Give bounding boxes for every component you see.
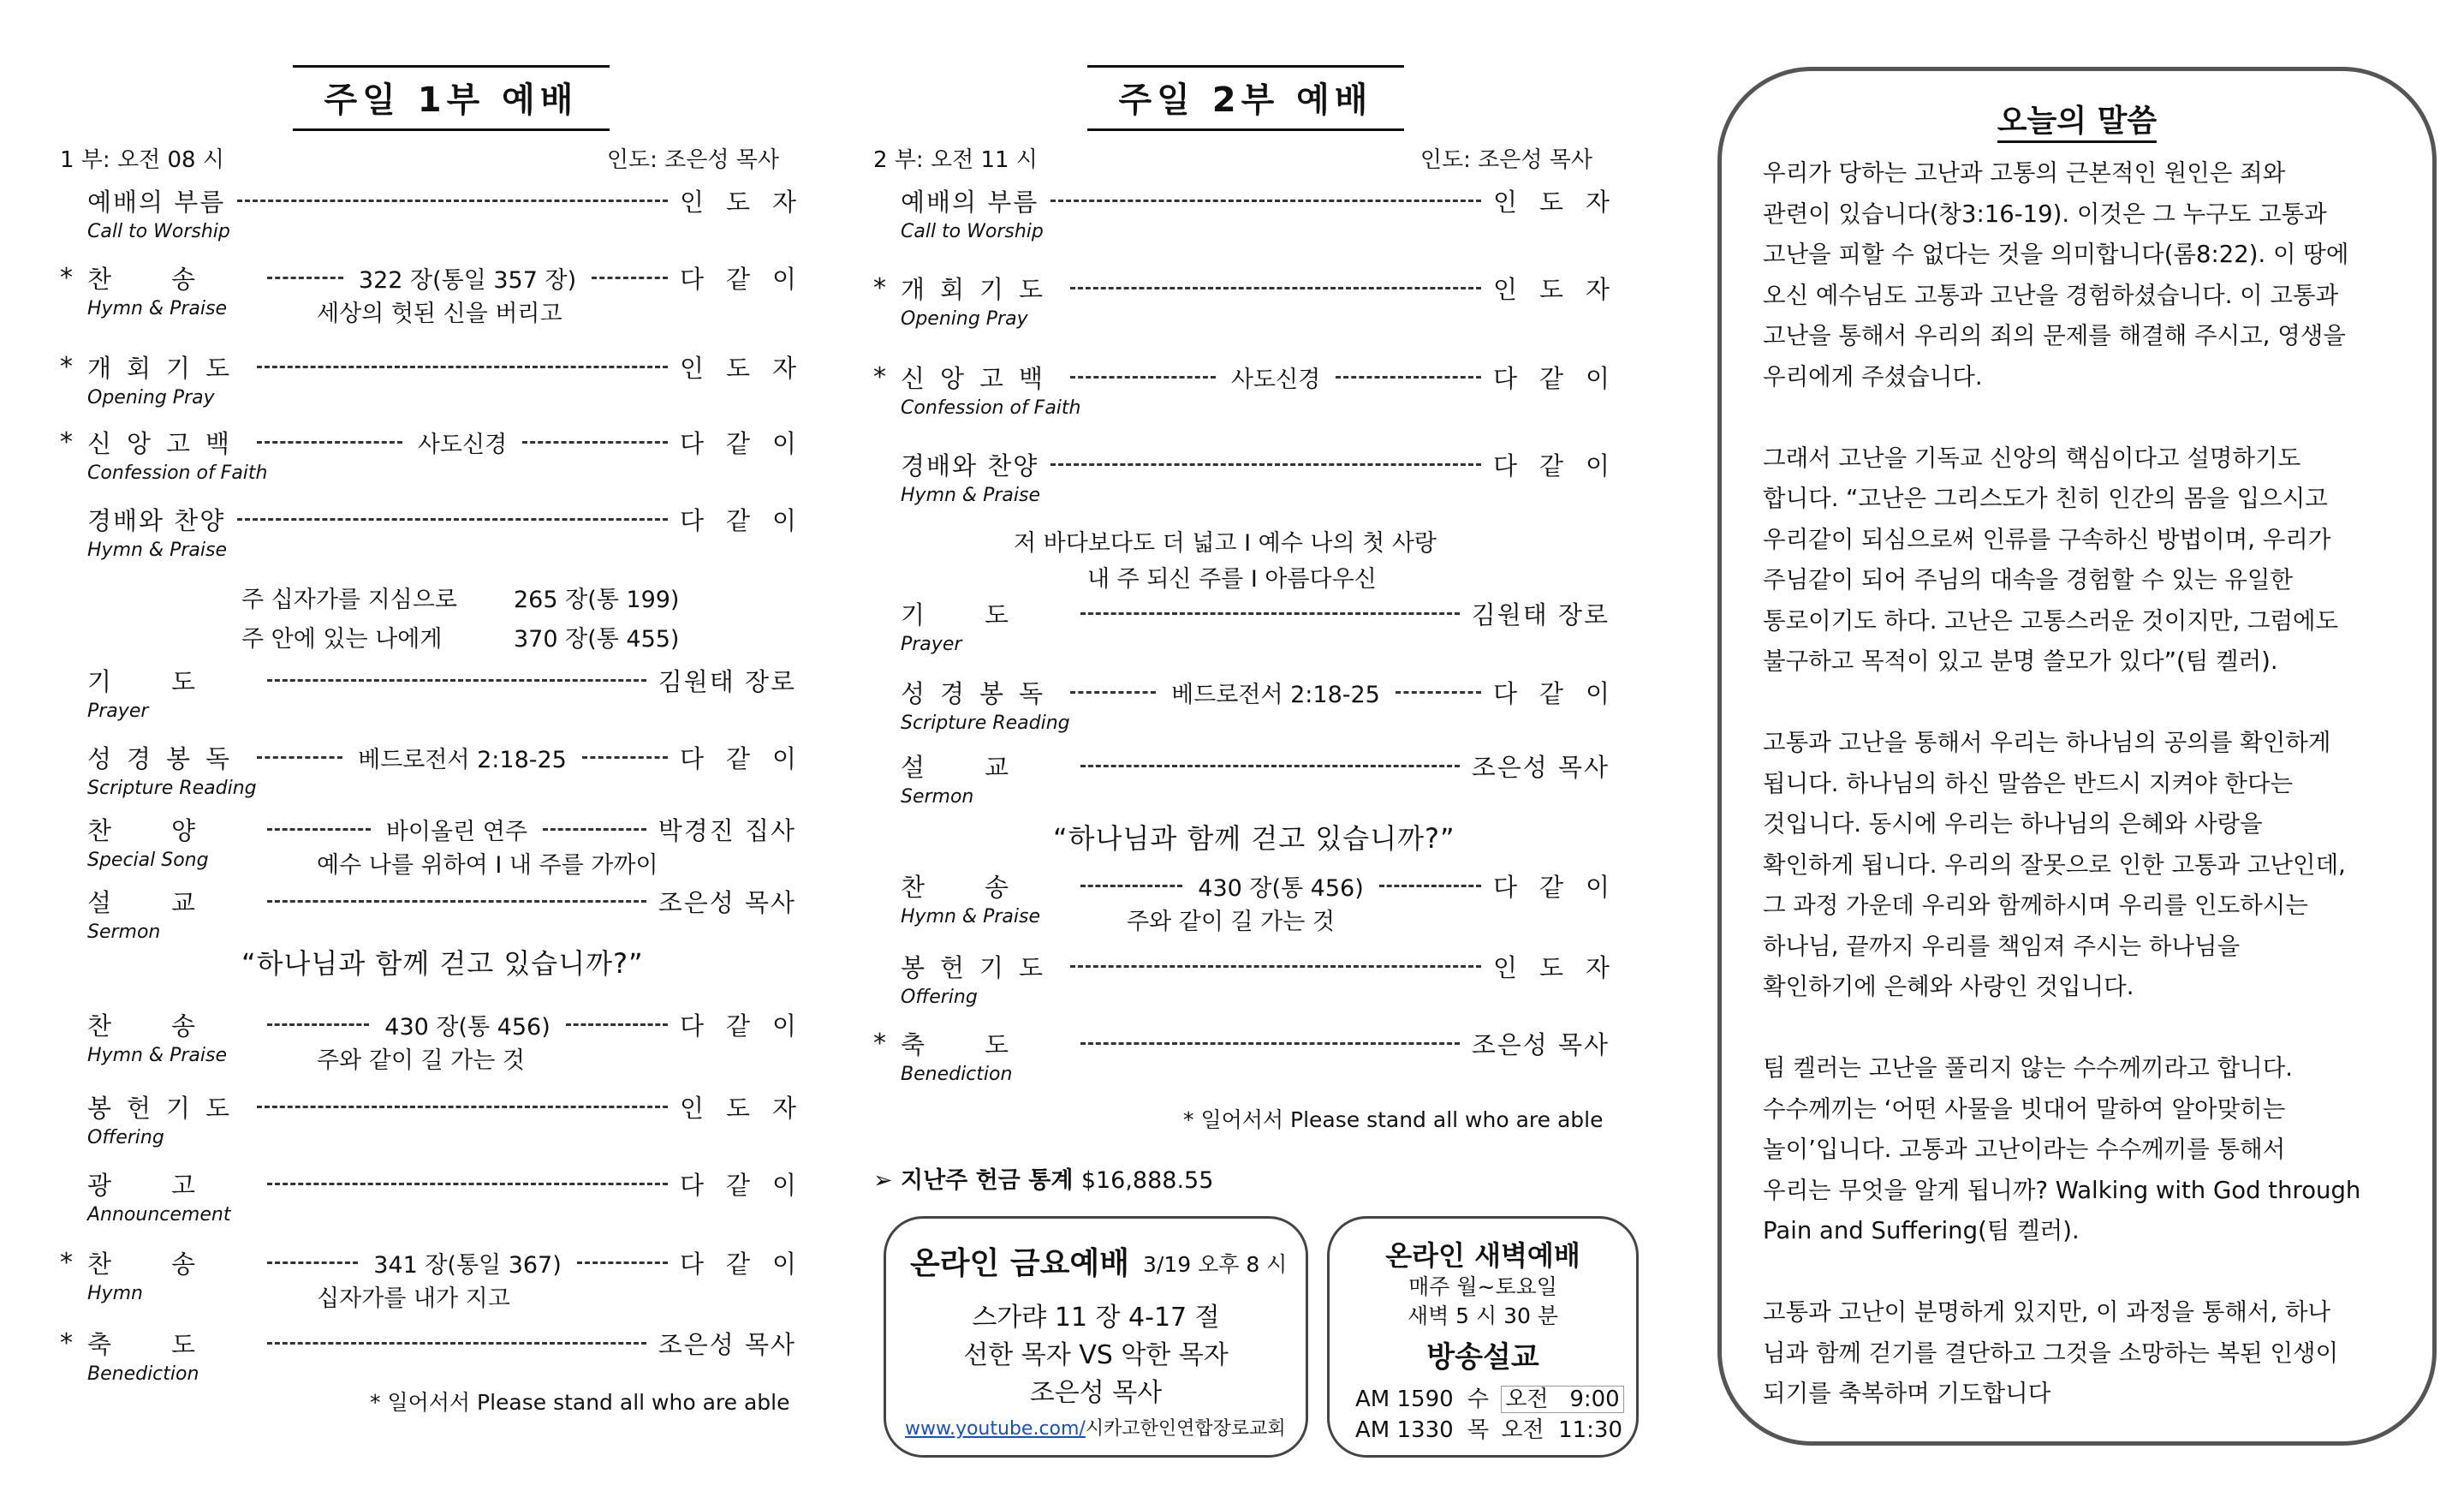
offering-stats: [873, 1161, 1213, 1195]
order-item-role: 조은성 목사: [1471, 1029, 1610, 1059]
word-paragraph: [1763, 1292, 2413, 1415]
order-item-english: Prayer: [87, 701, 149, 722]
leader-dashes: [1379, 885, 1481, 887]
standing-mark: *: [873, 1028, 886, 1059]
service1-time: 1 부: 오전 08 시: [60, 147, 224, 173]
word-line: 되기를 축복하며 기도합니다: [1763, 1380, 2051, 1407]
leader-dashes: [522, 441, 668, 444]
standing-mark: *: [60, 262, 73, 293]
order-item-role: 박경진 집사: [658, 815, 796, 845]
service2-praise-line-2: 내 주 되신 주를 I 아름다우신: [1087, 566, 1377, 593]
am1330-station: AM 1330: [1355, 1417, 1454, 1443]
leader-dashes: [267, 1342, 646, 1345]
order-item-english: Scripture Reading: [87, 778, 257, 799]
order-item-role: 다같이: [679, 428, 818, 458]
order-item-english: Benediction: [87, 1363, 199, 1385]
word-line: Pain and Suffering(팀 켈러).: [1763, 1217, 2080, 1244]
leader-dashes: [566, 1023, 668, 1026]
word-line: 하나님, 끝까지 우리를 책임져 주시는 하나님을: [1763, 932, 2241, 960]
word-line: 우리에게 주셨습니다.: [1763, 362, 1983, 391]
word-line: 불구하고 목적이 있고 분명 쓸모가 있다”(팀 켈러).: [1763, 647, 2278, 675]
dawn-title: 온라인 새벽예배: [1385, 1239, 1580, 1272]
order-item-english: Scripture Reading: [901, 713, 1070, 734]
order-item-english: Opening Pray: [87, 387, 215, 409]
order-item-detail: 베드로전서 2:18-25: [1171, 681, 1380, 708]
order-item-detail: 341 장(통일 367): [373, 1251, 562, 1279]
order-item-label: 개회기도: [901, 274, 1059, 304]
word-paragraph: [1763, 153, 2413, 397]
word-line: 님과 함께 걷기를 결단하고 그것을 소망하는 복된 인생이: [1763, 1339, 2339, 1367]
order-item-detail: 322 장(통일 357 장): [358, 266, 577, 294]
order-item-role: 조은성 목사: [658, 1329, 796, 1359]
order-item: [873, 747, 1610, 784]
order-item-english: Call to Worship: [87, 221, 230, 242]
word-paragraph: [1763, 438, 2413, 683]
word-line: 주님같이 되어 주님의 대속을 경험할 수 있는 유일한: [1763, 566, 2294, 593]
service1-title: 주일 1부 예배: [293, 65, 610, 131]
standing-mark: *: [60, 1327, 73, 1358]
order-item-english: Benediction: [901, 1064, 1013, 1085]
order-item-role: 다같이: [1492, 450, 1632, 480]
order-item-role: 인도자: [679, 1093, 818, 1123]
word-line: 팀 켈러는 고난을 풀리지 않는 수수께끼라고 합니다.: [1763, 1054, 2294, 1082]
order-item-label: 성경봉독: [901, 678, 1059, 708]
order-item-role: 다같이: [679, 1170, 818, 1200]
friday-date: 3/19 오후 8 시: [1143, 1252, 1288, 1277]
praise-song-2-number: 370 장(통 455): [514, 626, 680, 653]
order-item: [873, 182, 1632, 219]
leader-dashes: [267, 1183, 668, 1185]
word-line: 오신 예수님도 고통과 고난을 경험하셨습니다. 이 고통과: [1763, 281, 2339, 309]
service2-praise-line-1: 저 바다보다도 더 넓고 I 예수 나의 첫 사랑: [1014, 530, 1437, 557]
service2-title: 주일 2부 예배: [1087, 65, 1404, 131]
order-item-detail: 사도신경: [1230, 366, 1321, 393]
praise-song-2: 주 안에 있는 나에게: [241, 626, 443, 653]
am1330-row: [1355, 1412, 1622, 1444]
order-item-label: 신앙고백: [901, 363, 1059, 393]
leader-dashes: [257, 1106, 668, 1108]
am1330-time: 오전 11:30: [1501, 1417, 1623, 1443]
friday-sermon: 선한 목자 VS 악한 목자: [963, 1340, 1229, 1370]
order-item: [60, 1088, 818, 1125]
todays-word-title: 오늘의 말씀: [1722, 97, 2432, 140]
order-item: [60, 738, 818, 776]
order-item: [873, 269, 1632, 307]
dawn-time: 새벽 5 시 30 분: [1407, 1303, 1559, 1328]
word-line: 그래서 고난을 기독교 신앙의 핵심이다고 설명하기도: [1763, 444, 2301, 472]
order-item-english: Prayer: [901, 634, 962, 655]
order-item-label: 찬송: [87, 264, 256, 294]
order-item-english: Special Song: [87, 850, 209, 871]
word-paragraph: [1763, 1048, 2413, 1252]
word-line: 됩니다. 하나님의 하신 말씀은 반드시 지켜야 한다는: [1763, 769, 2294, 797]
leader-dashes: [1070, 287, 1481, 289]
friday-title: 온라인 금요예배: [910, 1246, 1129, 1281]
order-item-label: 봉헌기도: [87, 1093, 246, 1123]
order-item-role: 다같이: [679, 264, 819, 294]
leader-dashes: [267, 1023, 369, 1026]
standing-mark: *: [60, 351, 73, 382]
word-line: 그 과정 가운데 우리와 함께하시며 우리를 인도하시는: [1763, 892, 2308, 919]
order-item-english: Offering: [87, 1127, 164, 1148]
am1590-row: [1355, 1381, 1624, 1413]
order-item: [873, 1024, 1610, 1062]
order-item: [873, 947, 1632, 985]
leader-dashes: [267, 828, 371, 831]
order-item: [873, 673, 1632, 711]
order-item-label: 찬송: [87, 1249, 256, 1279]
order-item-label: 개회기도: [87, 353, 246, 383]
order-item-english: Offering: [901, 987, 978, 1008]
order-item-english: Hymn & Praise: [87, 540, 227, 561]
order-item-role: 다같이: [679, 743, 818, 773]
service1-leader: 인도: 조은성 목사: [606, 147, 779, 173]
order-item: [873, 594, 1610, 632]
leader-dashes: [257, 441, 402, 444]
leader-dashes: [1080, 765, 1460, 767]
standing-mark: *: [873, 272, 886, 303]
order-item-english: Hymn & Praise: [87, 1045, 227, 1066]
order-item-label: 설교: [901, 752, 1069, 782]
dawn-days: 매주 월~토요일: [1408, 1274, 1557, 1299]
word-line: 통로이기도 하다. 고난은 고통스러운 것이지만, 그럼에도: [1763, 606, 2339, 635]
order-item: [60, 661, 796, 699]
order-item-english: Hymn & Praise: [901, 485, 1040, 506]
friday-service-box: [884, 1216, 1308, 1458]
order-item-role: 다같이: [679, 505, 818, 535]
service2-sermon-title: “하나님과 함께 걷고 있습니까?”: [1053, 822, 1455, 855]
order-item-label: 봉헌기도: [901, 952, 1059, 982]
leader-dashes: [237, 518, 668, 521]
order-item-english: Announcement: [87, 1204, 231, 1226]
order-item-english: Opening Pray: [901, 308, 1028, 330]
word-line: 고난을 피할 수 없다는 것을 의미합니다(롬8:22). 이 땅에: [1763, 241, 2349, 268]
word-line: 놀이’입니다. 고통과 고난이라는 수수께끼를 통해서: [1763, 1136, 2286, 1163]
word-line: 확인하게 됩니다. 우리의 잘못으로 인한 고통과 고난인데,: [1763, 850, 2346, 879]
order-item-role: 다같이: [1492, 678, 1632, 708]
order-item-detail: 바이올린 연주: [385, 818, 527, 845]
order-item: [60, 259, 819, 296]
dawn-service-box: [1327, 1216, 1639, 1458]
leader-dashes: [577, 1261, 668, 1264]
order-item-label: 경배와 찬양: [901, 450, 1039, 480]
leader-dashes: [1070, 691, 1156, 694]
order-item-detail: 430 장(통 456): [1198, 874, 1364, 902]
order-item-english: Confession of Faith: [87, 462, 268, 484]
word-line: 고통과 고난을 통해서 우리는 하나님의 공의를 확인하게: [1763, 729, 2331, 756]
order-item-role: 다같이: [679, 1249, 819, 1279]
order-item: [60, 423, 818, 461]
service2-leader: 인도: 조은성 목사: [1419, 147, 1592, 173]
leader-dashes: [267, 277, 343, 279]
word-line: 우리가 당하는 고난과 고통의 근본적인 원인은 죄와: [1763, 159, 2286, 187]
order-item: [60, 810, 796, 848]
order-item-role: 다같이: [679, 1011, 819, 1041]
leader-dashes: [1080, 612, 1460, 615]
offering-amount: $16,888.55: [1080, 1167, 1214, 1194]
order-item: [60, 1244, 819, 1281]
order-item-english: Confession of Faith: [901, 397, 1081, 419]
order-item-label: 축도: [87, 1329, 256, 1359]
am1590-station: AM 1590: [1355, 1387, 1454, 1412]
order-item-detail: 430 장(통 456): [384, 1013, 551, 1041]
order-item-label: 찬양: [87, 815, 256, 845]
order-item-label: 경배와 찬양: [87, 505, 226, 535]
order-item-label: 신앙고백: [87, 428, 246, 458]
order-item: [60, 882, 796, 920]
friday-link[interactable]: [905, 1414, 1286, 1440]
word-paragraph: [1763, 723, 2413, 1008]
order-item-role: 인도자: [1492, 274, 1632, 304]
leader-dashes: [1336, 376, 1481, 379]
service1-stand-note: * 일어서서 Please stand all who are able: [370, 1390, 790, 1415]
service1-header: [60, 142, 779, 174]
offering-stats-label: ➢ 지난주 헌금 통계: [873, 1167, 1074, 1194]
order-item: [60, 1165, 818, 1202]
order-item-label: 축도: [901, 1029, 1069, 1059]
leader-dashes: [1070, 965, 1481, 968]
order-item: [873, 445, 1632, 483]
order-item-label: 성경봉독: [87, 743, 246, 773]
leader-dashes: [592, 277, 668, 279]
leader-dashes: [1070, 376, 1216, 379]
leader-dashes: [267, 900, 646, 903]
friday-scripture: 스가랴 11 장 4-17 절: [972, 1303, 1220, 1333]
service2-time: 2 부: 오전 11 시: [873, 147, 1038, 173]
word-line: 합니다. “고난은 그리스도가 친히 인간의 몸을 입으시고: [1763, 485, 2328, 512]
leader-dashes: [267, 1261, 358, 1264]
leader-dashes: [257, 366, 668, 368]
word-line: 확인하기에 은혜와 사랑인 것입니다.: [1763, 973, 2134, 1000]
order-item-english: Call to Worship: [901, 221, 1044, 242]
order-item-label: 기도: [901, 599, 1069, 629]
service2-header: [873, 142, 1592, 174]
word-line: 우리같이 되심으로써 인류를 구속하신 방법이며, 우리가: [1763, 525, 2331, 553]
leader-dashes: [267, 679, 646, 682]
leader-dashes: [257, 756, 342, 759]
word-line: 고난을 통해서 우리의 죄의 문제를 해결해 주시고, 영생을: [1763, 322, 2346, 349]
word-line: 관련이 있습니다(창3:16-19). 이것은 그 누구도 고통과: [1763, 200, 2327, 228]
order-item-label: 기도: [87, 666, 256, 696]
order-item-detail: 사도신경: [417, 431, 508, 458]
order-item-label: 광고: [87, 1170, 256, 1200]
order-item-role: 조은성 목사: [658, 887, 796, 917]
order-item-role: 김원태 장로: [1471, 599, 1610, 629]
leader-dashes: [543, 828, 646, 831]
order-item-label: 예배의 부름: [87, 187, 226, 217]
standing-mark: *: [873, 361, 886, 392]
order-item: [60, 500, 818, 538]
hymn-title: 세상의 헛된 신을 버리고: [317, 301, 562, 327]
order-item-role: 인도자: [679, 187, 818, 217]
todays-word-panel: [1717, 67, 2437, 1446]
order-item: [60, 1324, 796, 1362]
order-item-label: 찬송: [901, 872, 1069, 902]
leader-dashes: [1396, 691, 1481, 694]
order-item: [60, 1005, 819, 1043]
standing-mark: *: [60, 426, 73, 457]
order-item-label: 찬송: [87, 1011, 256, 1041]
leader-dashes: [1080, 1042, 1460, 1045]
order-item-label: 예배의 부름: [901, 187, 1039, 217]
word-line: 것입니다. 동시에 우리는 하나님의 은혜와 사랑을: [1763, 810, 2263, 838]
leader-dashes: [237, 200, 668, 202]
order-item: [873, 358, 1632, 396]
hymn-title: 예수 나를 위하여 I 내 주를 가까이: [317, 852, 658, 879]
am1590-day: 수: [1467, 1387, 1490, 1412]
order-item-label: 설교: [87, 887, 256, 917]
praise-song-1: 주 십자가를 지심으로: [241, 587, 457, 613]
standing-mark: *: [60, 1247, 73, 1278]
order-item: [60, 348, 818, 385]
am1590-time: 오전 9:00: [1501, 1386, 1623, 1413]
leader-dashes: [1080, 885, 1182, 887]
youtube-link[interactable]: www.youtube.com/: [905, 1418, 1086, 1440]
order-item-english: Sermon: [87, 921, 161, 943]
leader-dashes: [1050, 200, 1481, 202]
friday-preacher: 조은성 목사: [1029, 1378, 1163, 1408]
order-item-role: 인도자: [1492, 187, 1632, 217]
hymn-title: 십자가를 내가 지고: [317, 1285, 510, 1312]
church-name: 시카고한인연합장로교회: [1085, 1418, 1286, 1440]
order-item-role: 인도자: [679, 353, 818, 383]
hymn-title: 주와 같이 길 가는 것: [1127, 909, 1335, 935]
order-item-english: Hymn & Praise: [901, 906, 1040, 927]
praise-song-1-number: 265 장(통 199): [514, 587, 680, 613]
order-item-english: Hymn & Praise: [87, 298, 227, 319]
service2-stand-note: * 일어서서 Please stand all who are able: [1183, 1107, 1604, 1132]
order-item-detail: 베드로전서 2:18-25: [358, 746, 567, 773]
word-line: 수수께끼는 ‘어떤 사물을 빗대어 말하여 알아맞히는: [1763, 1094, 2286, 1123]
order-item-role: 인도자: [1492, 952, 1632, 982]
word-line: 고통과 고난이 분명하게 있지만, 이 과정을 통해서, 하나: [1763, 1298, 2331, 1326]
broadcast-title: 방송설교: [1426, 1340, 1539, 1375]
order-item-english: Sermon: [901, 786, 974, 808]
order-item-role: 김원태 장로: [658, 666, 796, 696]
word-line: 우리는 무엇을 알게 됩니까? Walking with God through: [1763, 1176, 2361, 1204]
hymn-title: 주와 같이 길 가는 것: [317, 1047, 525, 1074]
order-item-role: 다같이: [1492, 363, 1632, 393]
order-item: [873, 867, 1633, 904]
service1-sermon-title: “하나님과 함께 걷고 있습니까?”: [241, 947, 644, 980]
am1330-day: 목: [1467, 1417, 1490, 1443]
order-item-role: 조은성 목사: [1471, 752, 1610, 782]
order-item: [60, 182, 818, 219]
leader-dashes: [1050, 463, 1481, 466]
leader-dashes: [582, 756, 668, 759]
order-item-english: Hymn: [87, 1283, 143, 1304]
order-item-role: 다같이: [1492, 872, 1633, 902]
